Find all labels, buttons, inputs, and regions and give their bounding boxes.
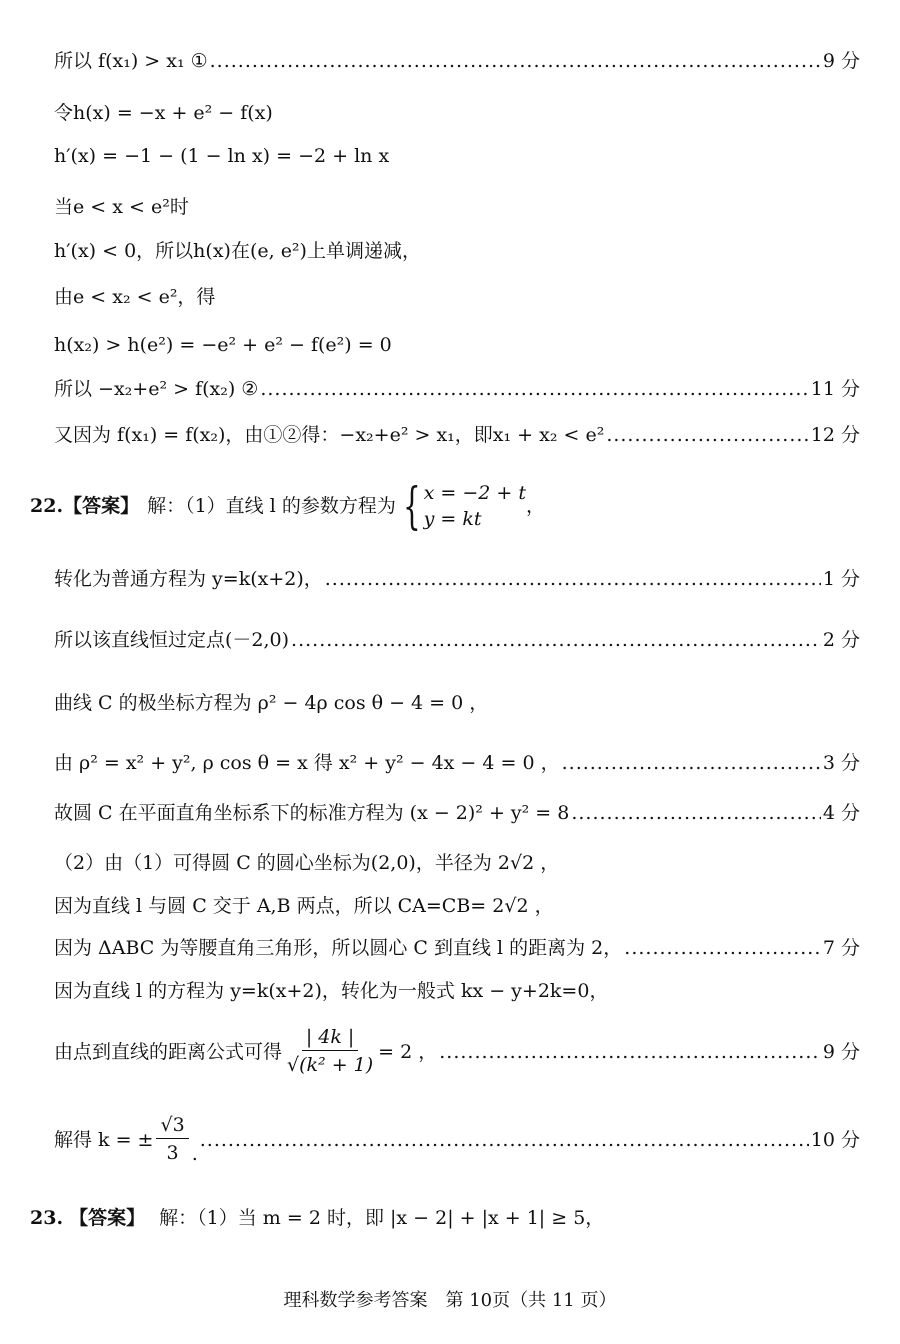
dot-leader xyxy=(325,566,821,592)
line-distance-two xyxy=(54,935,860,961)
dot-leader xyxy=(210,48,821,74)
system-eq-2: y = kt xyxy=(423,508,482,530)
line-distance-formula xyxy=(54,1024,860,1079)
line-conclusion xyxy=(54,422,860,448)
line-range-x: 当e < x < e²时 xyxy=(54,196,189,218)
line-h-decreasing: h′(x) < 0，所以h(x)在(e, e²)上单调递减， xyxy=(54,240,421,262)
answer-tag: 【答案】 xyxy=(69,1207,146,1229)
dot-leader xyxy=(571,800,821,826)
line-intersection: 因为直线 l 与圆 C 交于 A,B 两点，所以 CA=CB= 2√2 ， xyxy=(54,895,554,917)
line-lead: 因为 ΔABC 为等腰直角三角形，所以圆心 C 到直线 l 的距离为 2， xyxy=(54,937,623,959)
q23-heading xyxy=(30,1205,604,1231)
line-x2-range: 由e < x₂ < e²，得 xyxy=(54,286,216,308)
line-convert-cartesian xyxy=(54,750,860,776)
equation-tail: . xyxy=(191,1143,198,1165)
score-label: 7 分 xyxy=(822,937,860,959)
dot-leader xyxy=(439,1039,821,1065)
score-label: 10 分 xyxy=(810,1128,860,1151)
score-label: 12 分 xyxy=(810,424,860,446)
dot-leader xyxy=(562,750,821,776)
equation-tail: = 2 ， xyxy=(378,1040,438,1063)
dot-leader xyxy=(624,935,821,961)
question-number: 22. xyxy=(30,495,64,517)
fraction-denominator: 3 xyxy=(166,1142,179,1164)
line-center-radius: （2）由（1）可得圆 C 的圆心坐标为(2,0)，半径为 2√2 ， xyxy=(54,852,560,874)
line-general-form xyxy=(54,566,860,592)
page-footer: 理科数学参考答案 第 10页（共 11 页） xyxy=(283,1290,617,1311)
line-lead: 故圆 C 在平面直角坐标系下的标准方程为 (x − 2)² + y² = 8 xyxy=(54,802,570,824)
line-lead: 所以 f(x₁) > x₁ ① xyxy=(54,50,208,72)
score-label: 1 分 xyxy=(822,568,860,590)
q22-heading xyxy=(30,477,546,535)
line-define-h: 令h(x) = −x + e² − f(x) xyxy=(54,102,273,124)
line-lead: 由 ρ² = x² + y², ρ cos θ = x 得 x² + y² − 4x − 4 = 0 ， xyxy=(54,752,560,774)
line-polar-equation: 曲线 C 的极坐标方程为 ρ² − 4ρ cos θ − 4 = 0 ， xyxy=(54,692,489,714)
dot-leader xyxy=(291,627,821,653)
score-label: 9 分 xyxy=(822,50,860,72)
line-standard-circle xyxy=(54,800,860,826)
k-fraction xyxy=(156,1112,188,1167)
fraction-denominator: √(k² + 1) xyxy=(287,1054,374,1076)
system-end: ， xyxy=(526,495,546,517)
score-label: 3 分 xyxy=(822,752,860,774)
line-lead: 又因为 f(x₁) = f(x₂)，由①②得：−x₂+e² > x₁，即x₁ + x₂ < e² xyxy=(54,424,605,446)
line-lead: 解得 k = ± xyxy=(54,1128,154,1151)
line-general-line: 因为直线 l 的方程为 y=k(x+2)，转化为一般式 kx − y+2k=0， xyxy=(54,980,609,1002)
score-label: 2 分 xyxy=(822,629,860,651)
line-lead: 所以该直线恒过定点(－2,0) xyxy=(54,629,290,651)
fraction-numerator: √3 xyxy=(156,1112,188,1139)
line-lead: 由点到直线的距离公式可得 xyxy=(54,1040,283,1063)
q23-text: 解：（1）当 m = 2 时，即 |x − 2| + |x + 1| ≥ 5， xyxy=(159,1207,605,1229)
line-fixed-point xyxy=(54,627,860,653)
score-label: 11 分 xyxy=(810,378,860,400)
line-lead: 转化为普通方程为 y=k(x+2)， xyxy=(54,568,323,590)
dot-leader xyxy=(606,422,808,448)
dot-leader xyxy=(260,376,808,402)
score-label: 9 分 xyxy=(822,1040,860,1063)
system-eq-1: x = −2 + t xyxy=(423,482,526,504)
q22-intro: 解：（1）直线 l 的参数方程为 xyxy=(147,495,396,517)
left-brace-icon: { xyxy=(402,477,421,535)
line-f-x1-greater-x1 xyxy=(54,48,860,74)
line-inequality-2 xyxy=(54,376,860,402)
score-label: 4 分 xyxy=(822,802,860,824)
line-solve-k xyxy=(54,1112,860,1167)
parametric-system xyxy=(396,477,526,535)
fraction-numerator: | 4k | xyxy=(302,1024,358,1051)
line-lead: 所以 −x₂+e² > f(x₂) ② xyxy=(54,378,259,400)
answer-tag: 【答案】 xyxy=(63,495,140,517)
dot-leader xyxy=(200,1127,809,1153)
question-number: 23. xyxy=(30,1207,64,1229)
distance-fraction xyxy=(285,1024,375,1079)
line-h-x2-positive: h(x₂) > h(e²) = −e² + e² − f(e²) = 0 xyxy=(54,334,392,356)
line-h-derivative: h′(x) = −1 − (1 − ln x) = −2 + ln x xyxy=(54,145,390,167)
